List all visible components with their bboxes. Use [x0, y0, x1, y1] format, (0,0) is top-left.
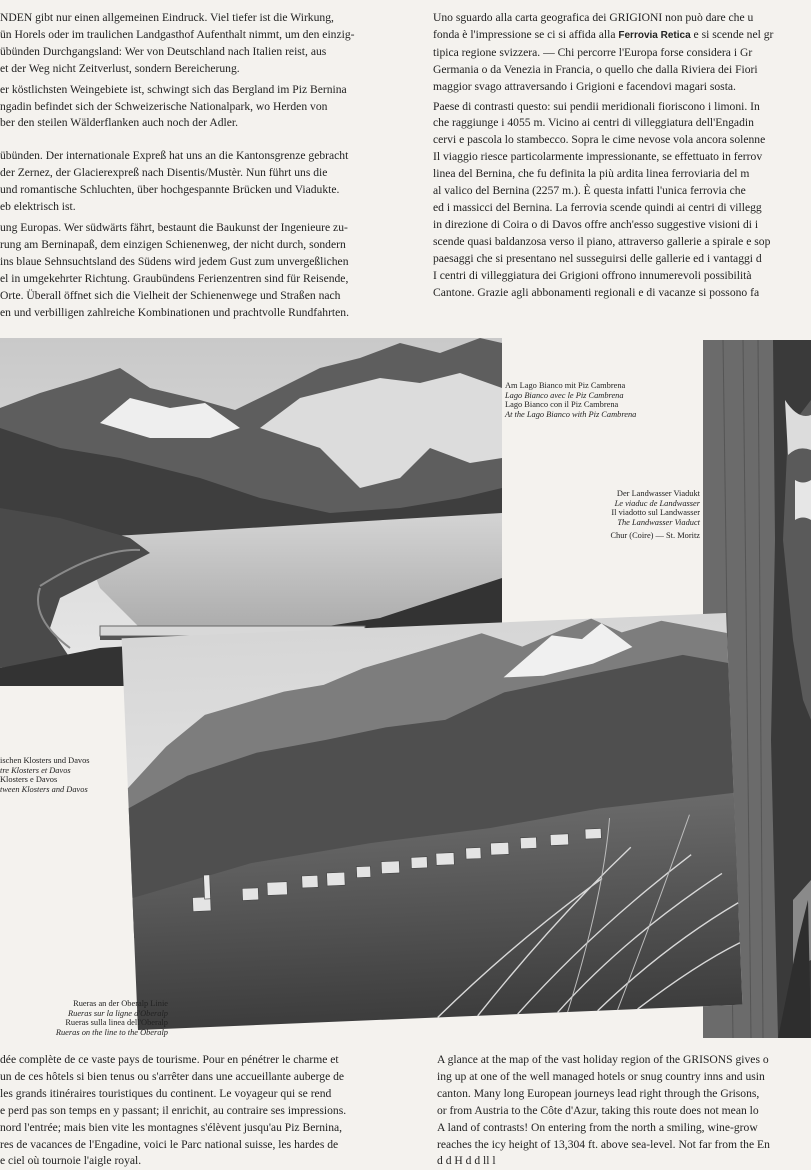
german-line: übünden. Der internationale Expreß hat uns an die Kantonsgrenze gebracht: [0, 149, 349, 163]
french-line: dée complète de ce vaste pays de tourisme. Pour en pénétrer le charme et: [0, 1053, 339, 1066]
caption-fr: Lago Bianco avec le Piz Cambrena: [505, 390, 624, 400]
italian-line: paesaggi che si presentano nel susseguirsi delle gallerie ed i vantaggi d: [433, 251, 762, 265]
italian-line: Il viaggio riesce particolarmente impressionante, se effettuato in ferrov: [433, 150, 763, 164]
italian-line: che raggiunge i 4055 m. Vicino ai centri di villeggiatura dell'Engadin: [433, 116, 754, 130]
english-text-column: [437, 1052, 811, 1168]
caption-en: Rueras on the line to the Oberalp: [55, 1027, 168, 1037]
caption-en: The Landwasser Viaduct: [617, 517, 700, 527]
english-line: or from Austria to the Côte d'Azur, taking this route does not mean lo: [437, 1103, 759, 1117]
caption-fr: tre Klosters et Davos: [0, 765, 71, 775]
landwasser-caption: [560, 489, 700, 541]
caption-de: Rueras an der Oberalp Linie: [73, 999, 168, 1008]
italian-line: Uno sguardo alla carta geografica dei GRIGIONI non può dare che u: [433, 11, 754, 24]
german-line: eb elektrisch ist.: [0, 200, 76, 214]
italian-line: cervi e pascola lo stambecco. Sopra le cime nevose vola ancora solenne: [433, 133, 766, 147]
german-line: der Zernez, der Glacierexpreß nach Disentis/Mustèr. Nun führt uns die: [0, 166, 328, 180]
caption-it: Rueras sulla linea dell'Oberalp: [65, 1018, 168, 1028]
italian-line: Cantone. Grazie agli abbonamenti regionali e di vacanze si possono fa: [433, 285, 760, 299]
german-line: ber den steilen Wälderflanken auch noch der Adler.: [0, 116, 239, 130]
italian-line: linea del Bernina, che fu definita la più ardita linea ferroviaria del m: [433, 167, 750, 181]
caption-en: tween Klosters and Davos: [0, 784, 88, 794]
klosters-caption: [0, 756, 90, 794]
french-line: res de vacances de l'Engadine, voici le Parc national suisse, les hardes de: [0, 1137, 339, 1151]
italian-line: I centri di villeggiatura dei Grigioni offrono innumerevoli possibilità: [433, 268, 752, 282]
german-line: Orte. Überall öffnet sich die Vielheit der Schienenwege und Straßen nach: [0, 288, 341, 302]
french-text-column: [0, 1052, 392, 1168]
german-line: ngadin befindet sich der Schweizerische Nationalpark, wo Herden von: [0, 99, 328, 113]
english-line: [437, 1052, 811, 1069]
caption-fr: Rueras sur la ligne d'Oberalp: [68, 1008, 168, 1018]
english-line-part: gives o: [732, 1053, 769, 1066]
french-line: les grands itinéraires touristiques du continent. Le voyageur qui se rend: [0, 1086, 332, 1100]
german-line: et der Weg nicht Zeitverlust, sondern Bereicherung.: [0, 61, 240, 75]
italian-line: maggior svago attraversando i Grigioni e facendovi magari sosta.: [433, 79, 736, 93]
german-line: ün Horels oder im traulichen Landgasthof Aufenthalt nimmt, um den einzig-: [0, 27, 355, 41]
german-text-column: [0, 10, 392, 322]
italian-line-part: fonda è l'impressione se ci si affida alla: [433, 27, 619, 41]
italian-line: Germania o da Venezia in Francia, o quello che dalla Riviera dei Fiori: [433, 62, 758, 76]
italian-text-column: [433, 10, 811, 322]
caption-de: Der Landwasser Viadukt: [616, 489, 700, 498]
italian-line: ed i massicci del Bernina. La ferrovia scende quindi ai centri di villegg: [433, 200, 762, 214]
french-line: e perd pas son temps en y passant; il enrichit, au contraire ses impressions.: [0, 1103, 347, 1117]
caption-en: At the Lago Bianco with Piz Cambrena: [505, 409, 637, 419]
italian-line: [433, 27, 811, 45]
german-line: en und verbilligen zahlreiche Kombinationen und prachtvolle Rundfahrten.: [0, 305, 349, 319]
caption-it: Klosters e Davos: [0, 775, 58, 785]
italian-line: in direzione di Coira o di Davos offre anch'esso suggestive visioni di i: [433, 217, 759, 231]
german-line: el in umgekehrter Richtung. Graubündens Ferienzentren sind für Reisende,: [0, 271, 349, 285]
english-line: d d H d d ll l: [437, 1154, 496, 1168]
french-line: e ciel où tournoie l'aigle royal.: [0, 1154, 142, 1168]
german-line: und romantische Schluchten, über hochgespannte Brücken und Viadukte.: [0, 183, 340, 197]
italian-line: tipica regione svizzera. — Chi percorre l'Europa forse considera i Gr: [433, 45, 753, 59]
english-line: canton. Many long European journeys lead right through the Grisons,: [437, 1086, 760, 1100]
english-line: ing up at one of the well managed hotels or snug country inns and usin: [437, 1069, 765, 1083]
french-line: nord l'entrée; mais bien vite les montagnes s'élèvent jusqu'au Piz Bernina,: [0, 1120, 343, 1134]
german-line: NDEN gibt nur einen allgemeinen Eindruck. Viel tiefer ist die Wirkung,: [0, 11, 334, 24]
caption-de: ischen Klosters und Davos: [0, 756, 90, 765]
caption-de: Am Lago Bianco mit Piz Cambrena: [505, 381, 626, 390]
caption-route: Chur (Coire) — St. Moritz: [610, 531, 700, 541]
caption-it: Il viadotto sul Landwasser: [611, 508, 700, 518]
rueras-photo: [122, 613, 743, 1030]
lago-bianco-caption: [505, 381, 636, 419]
english-line-part: A glance at the map of the vast holiday region of the: [437, 1053, 683, 1066]
italian-line-part: e si scende nel gr: [690, 27, 774, 41]
italian-line: Paese di contrasti questo: sui pendii meridionali fioriscono i limoni. In: [433, 99, 760, 113]
caption-it: Lago Bianco con il Piz Cambrena: [505, 400, 619, 410]
italian-line: scende quasi baldanzosa verso il piano, attraverso gallerie a spirale e sop: [433, 234, 771, 248]
english-line: A land of contrasts! On entering from the north a smiling, wine-grow: [437, 1120, 758, 1134]
grisons-label: GRISONS: [682, 1053, 733, 1066]
german-line: rung am Berninapaß, dem einzigen Schienenweg, der nicht durch, sondern: [0, 237, 346, 251]
caption-fr: Le viaduc de Landwasser: [614, 498, 700, 508]
italian-line: al valico del Bernina (2257 m.). È questa infatti l'unica ferrovia che: [433, 184, 746, 198]
rueras-caption: [0, 999, 168, 1037]
french-line: un de ces hôtels si bien tenus ou s'arrêter dans une accueillante auberge de: [0, 1069, 345, 1083]
german-line: übünden Durchgangsland: Wer von Deutschland nach Italien reist, aus: [0, 44, 327, 58]
german-line: er köstlichsten Weingebiete ist, schwingt sich das Bergland im Piz Bernina: [0, 82, 347, 96]
german-line: ung Europas. Wer südwärts fährt, bestaunt die Baukunst der Ingenieure zu-: [0, 220, 348, 234]
german-line: ins blaue Sehnsuchtsland des Südens wird jedem Gust zum unvergeßlichen: [0, 254, 349, 268]
english-line: reaches the icy height of 13,304 ft. above sea-level. Not far from the En: [437, 1137, 770, 1151]
ferrovia-retica-label: Ferrovia Retica: [618, 29, 691, 41]
